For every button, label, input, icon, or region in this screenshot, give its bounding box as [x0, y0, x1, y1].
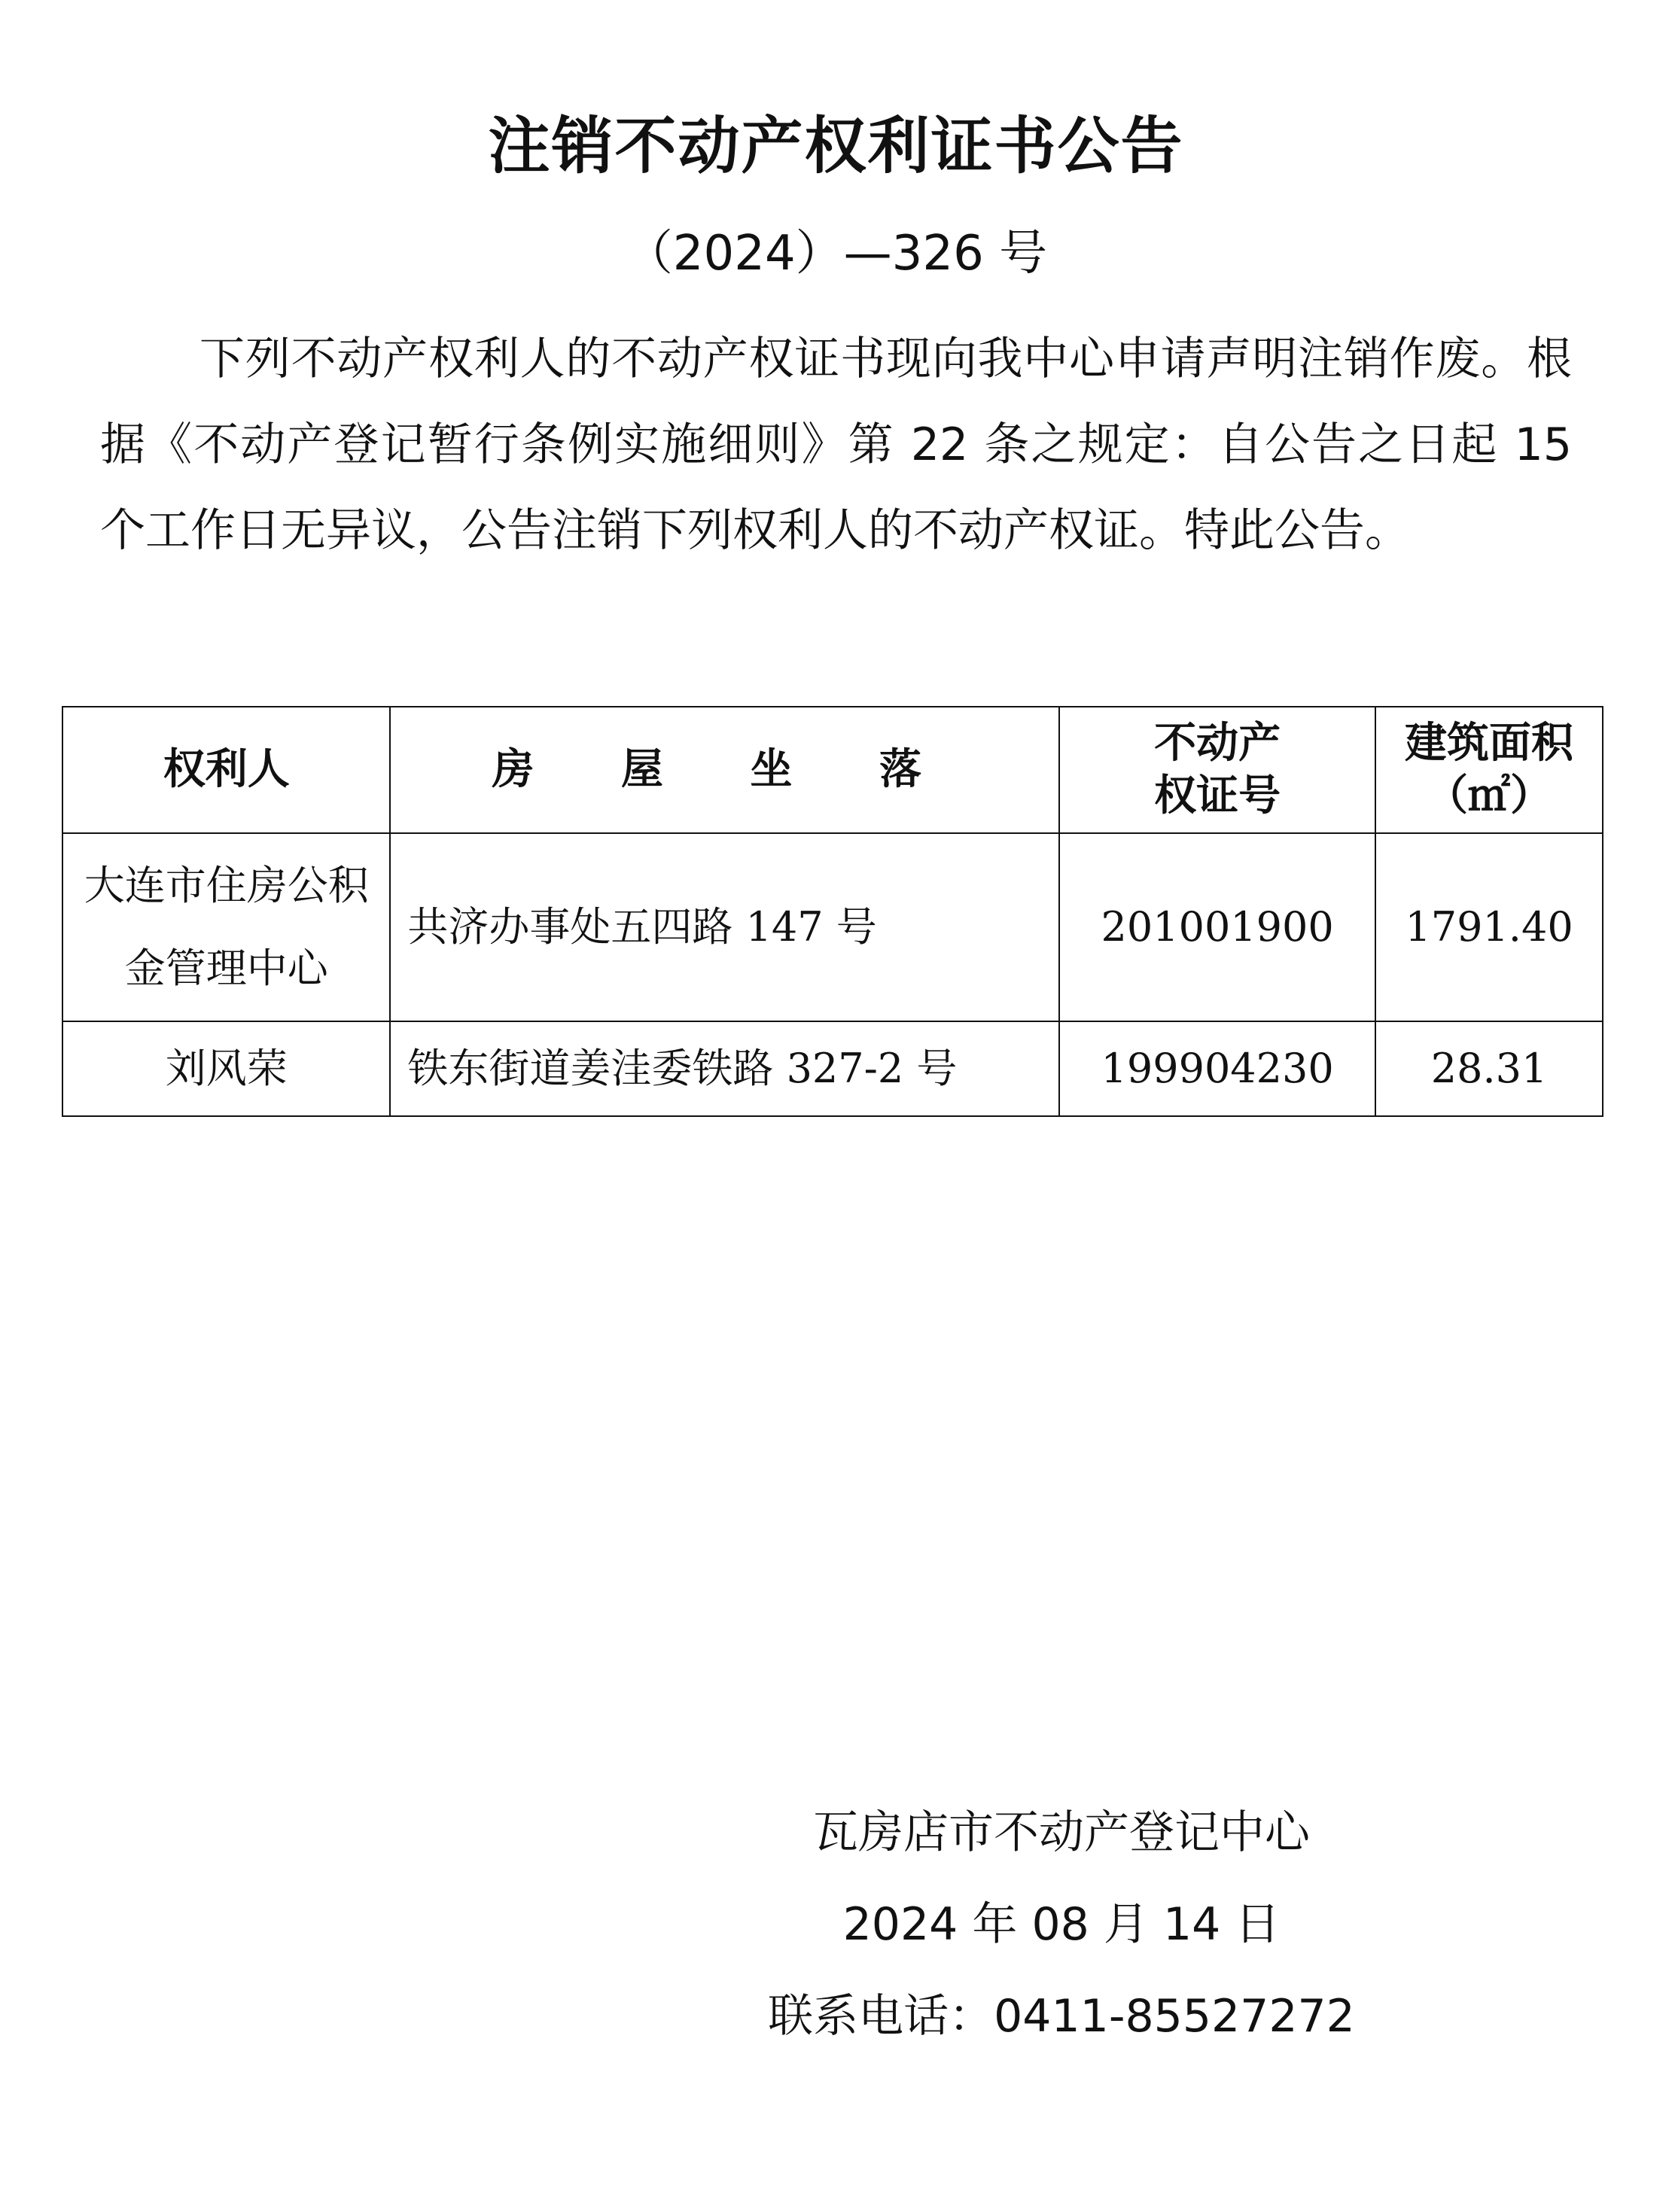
header-cert-line2: 权证号: [1154, 771, 1281, 820]
contact-phone: 联系电话：0411-85527272: [768, 1990, 1355, 2043]
cell-cert-no: 201001900: [1059, 833, 1375, 1021]
cell-area: 1791.40: [1375, 833, 1603, 1021]
header-area-line1: 建筑面积: [1405, 719, 1574, 768]
header-area-line2: （㎡）: [1426, 771, 1553, 820]
header-location: 房 屋 坐 落: [390, 707, 1059, 833]
table-header-row: [62, 707, 1603, 833]
notice-body: 下列不动产权利人的不动产权证书现向我中心申请声明注销作废。根据《不动产登记暂行条例实施细则》第 22 条之规定：自公告之日起 15 个工作日无异议，公告注销下列权利人的不动产权证。特此公告。: [100, 333, 1572, 557]
table-row: [62, 1021, 1603, 1116]
notice-title: 注销不动产权利证书公告: [488, 111, 1184, 182]
header-area: [1375, 707, 1603, 833]
issue-date: 2024 年 08 月 14 日: [842, 1898, 1281, 1951]
header-cert-line1: 不动产: [1154, 719, 1281, 768]
cell-cert-no: 199904230: [1059, 1021, 1375, 1116]
table-row: [62, 833, 1603, 1021]
cell-area: 28.31: [1375, 1021, 1603, 1116]
header-holder: 权利人: [62, 707, 390, 833]
cell-location: 共济办事处五四路 147 号: [390, 833, 1059, 1021]
cell-holder: 大连市住房公积金管理中心: [62, 833, 390, 1021]
issuer-name: 瓦房店市不动产登记中心: [813, 1806, 1310, 1859]
header-cert-no: [1059, 707, 1375, 833]
cell-location: 铁东街道姜洼委铁路 327-2 号: [390, 1021, 1059, 1116]
certificate-table: [62, 706, 1603, 1117]
notice-number: （2024）—326 号: [624, 226, 1048, 281]
cell-holder: 刘风荣: [62, 1021, 390, 1116]
